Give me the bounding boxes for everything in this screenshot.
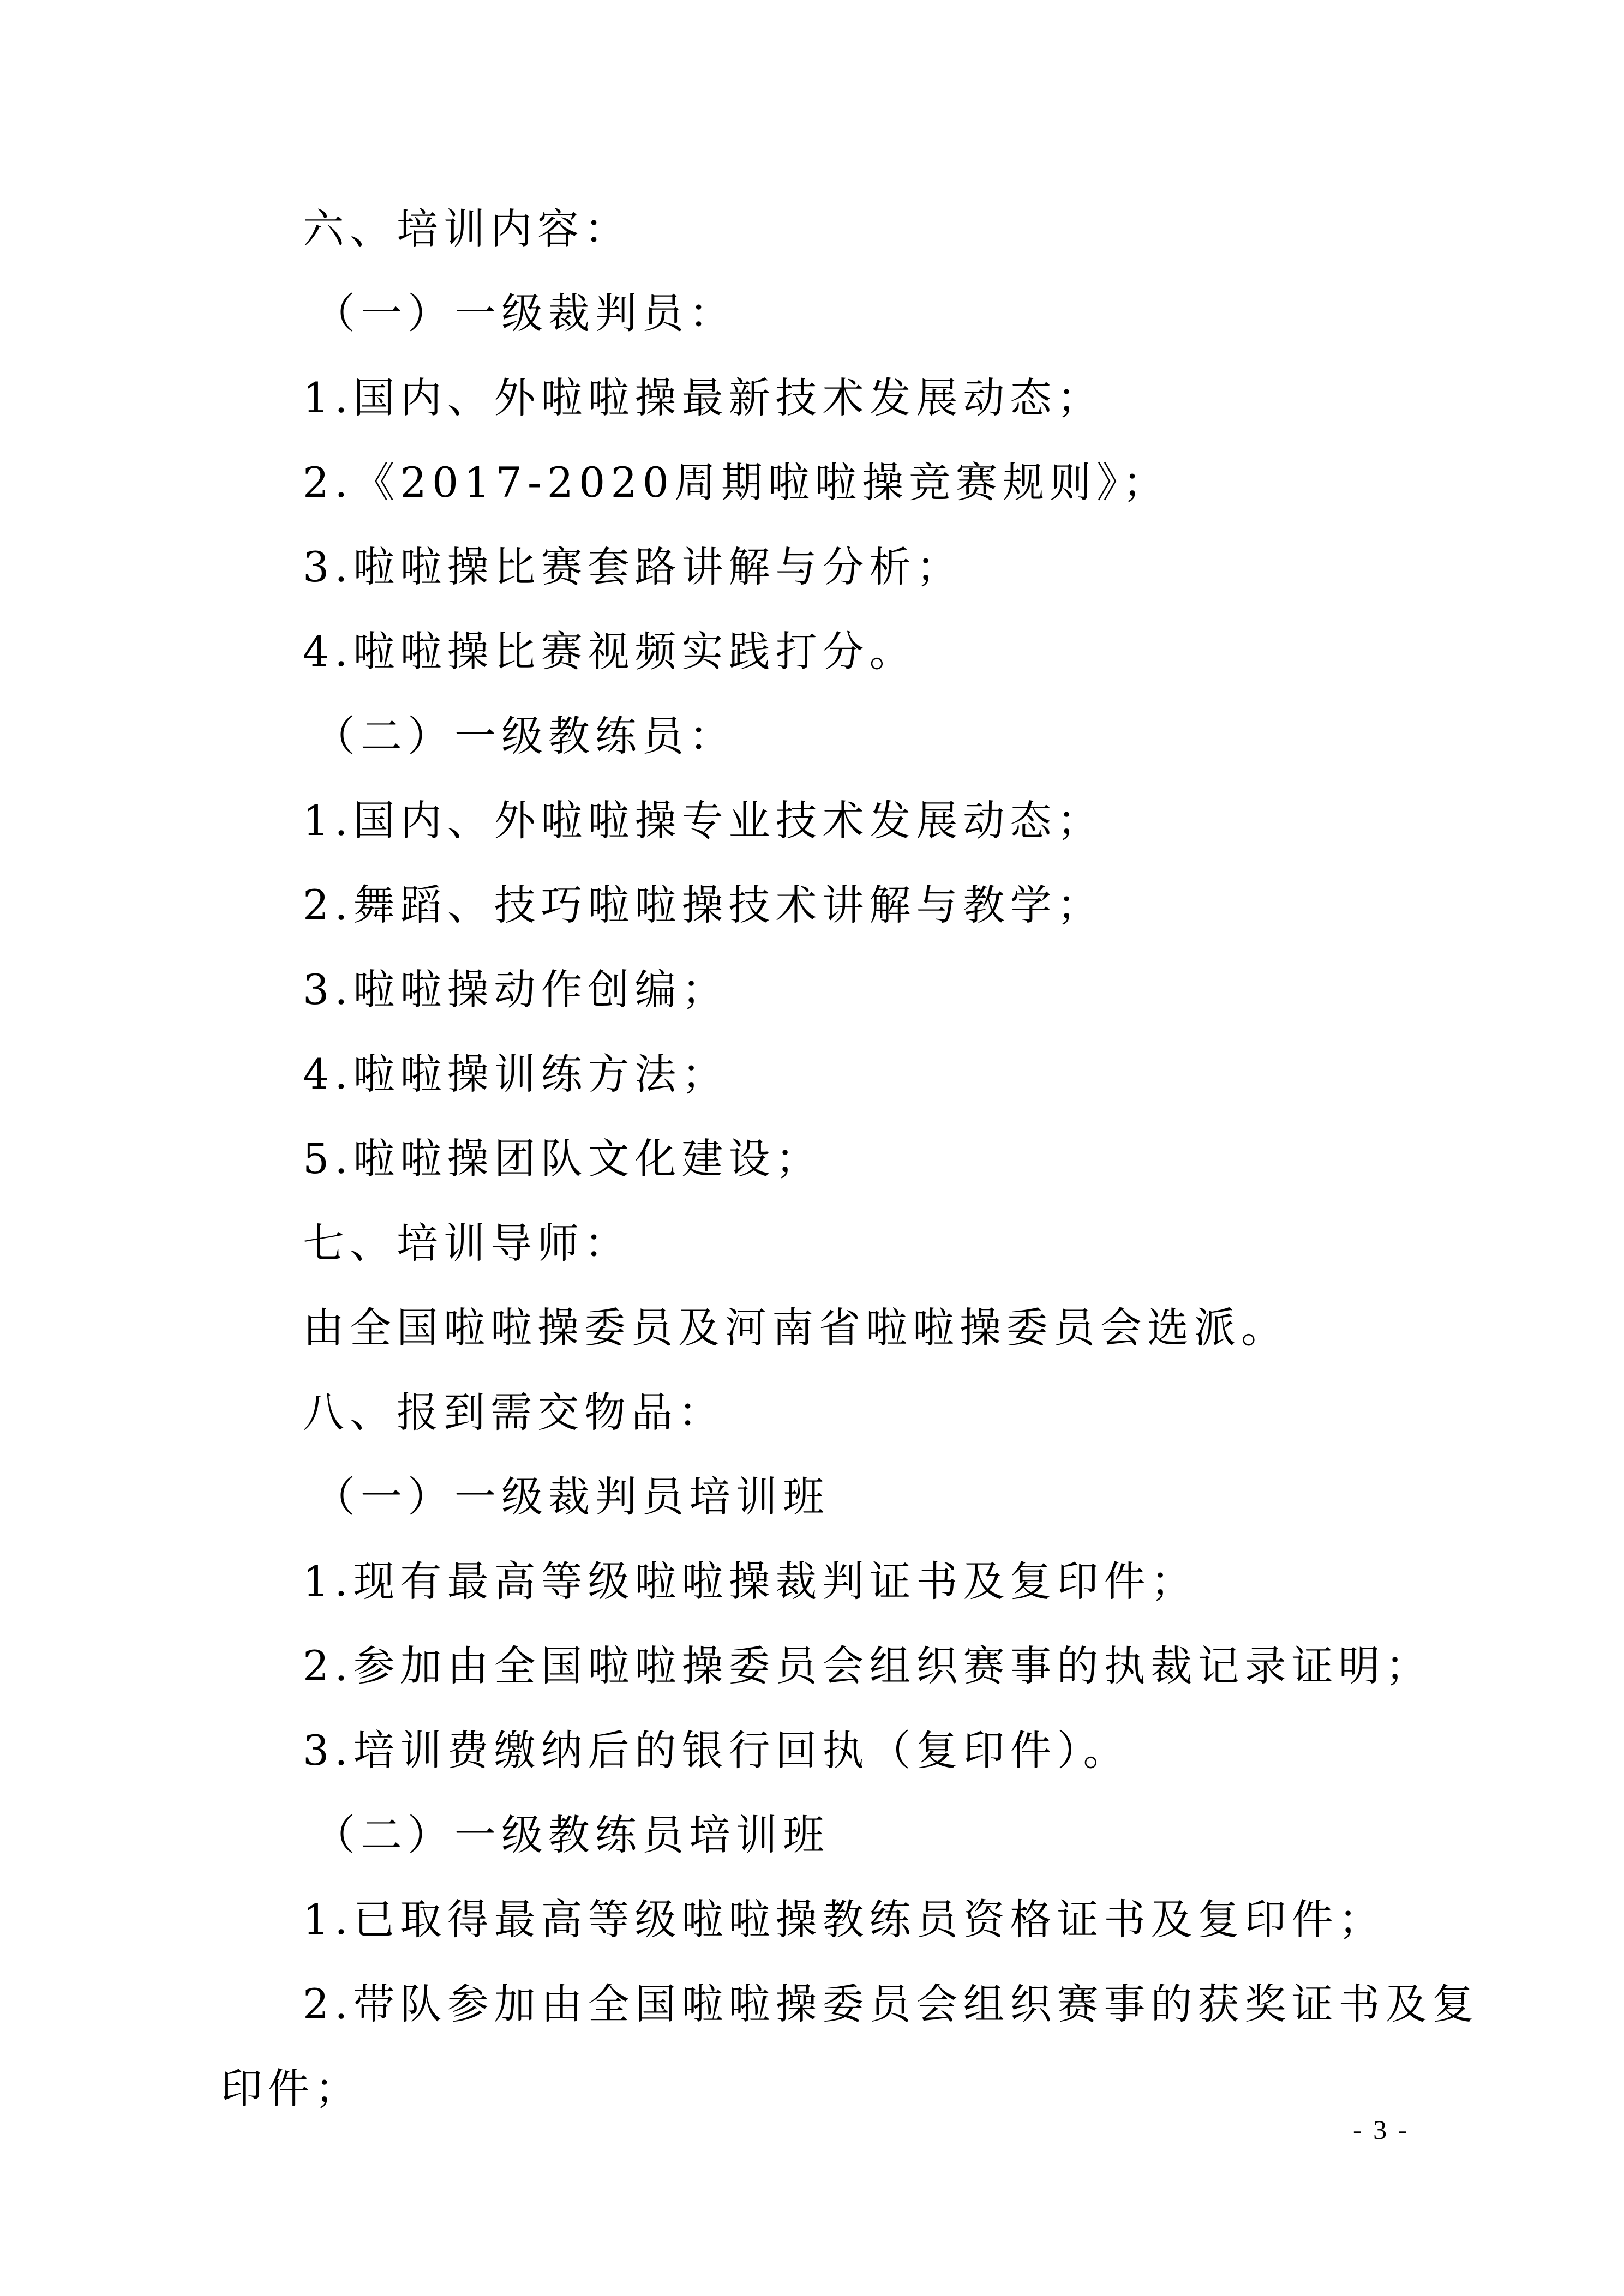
subheading-coach: （二）一级教练员： (314, 712, 736, 760)
list-item: 2.舞蹈、技巧啦啦操技术讲解与教学； (303, 881, 1104, 929)
section-heading-registration-items: 八、报到需交物品： (303, 1388, 725, 1436)
list-item: 3.培训费缴纳后的银行回执（复印件）。 (303, 1726, 1130, 1775)
list-item: 2.《2017-2020周期啦啦操竞赛规则》； (303, 458, 1170, 507)
paragraph: 由全国啦啦操委员及河南省啦啦操委员会选派。 (303, 1303, 1288, 1352)
list-item: 4.啦啦操比赛视频实践打分。 (303, 627, 916, 676)
subheading-coach-class: （二）一级教练员培训班 (314, 1811, 830, 1859)
list-item: 1.已取得最高等级啦啦操教练员资格证书及复印件； (303, 1895, 1386, 1944)
list-item: 2.参加由全国啦啦操委员会组织赛事的执裁记录证明； (303, 1642, 1433, 1690)
list-item: 1.国内、外啦啦操最新技术发展动态； (303, 374, 1104, 422)
list-item: 3.啦啦操动作创编； (303, 965, 729, 1014)
section-heading-instructors: 七、培训导师： (303, 1219, 631, 1267)
page-number: - 3 - (1353, 2114, 1410, 2145)
list-item: 1.现有最高等级啦啦操裁判证书及复印件； (303, 1557, 1198, 1606)
list-item: 2.带队参加由全国啦啦操委员会组织赛事的获奖证书及复 (303, 1980, 1479, 2028)
list-item: 3.啦啦操比赛套路讲解与分析； (303, 543, 963, 591)
subheading-referee-class: （一）一级裁判员培训班 (314, 1472, 830, 1521)
section-heading-training-content: 六、培训内容： (303, 205, 631, 253)
list-item: 4.啦啦操训练方法； (303, 1050, 729, 1098)
list-item: 5.啦啦操团队文化建设； (303, 1134, 823, 1183)
subheading-referee: （一）一级裁判员： (314, 289, 736, 338)
list-item-continuation: 印件； (221, 2064, 362, 2113)
list-item: 1.国内、外啦啦操专业技术发展动态； (303, 796, 1104, 845)
